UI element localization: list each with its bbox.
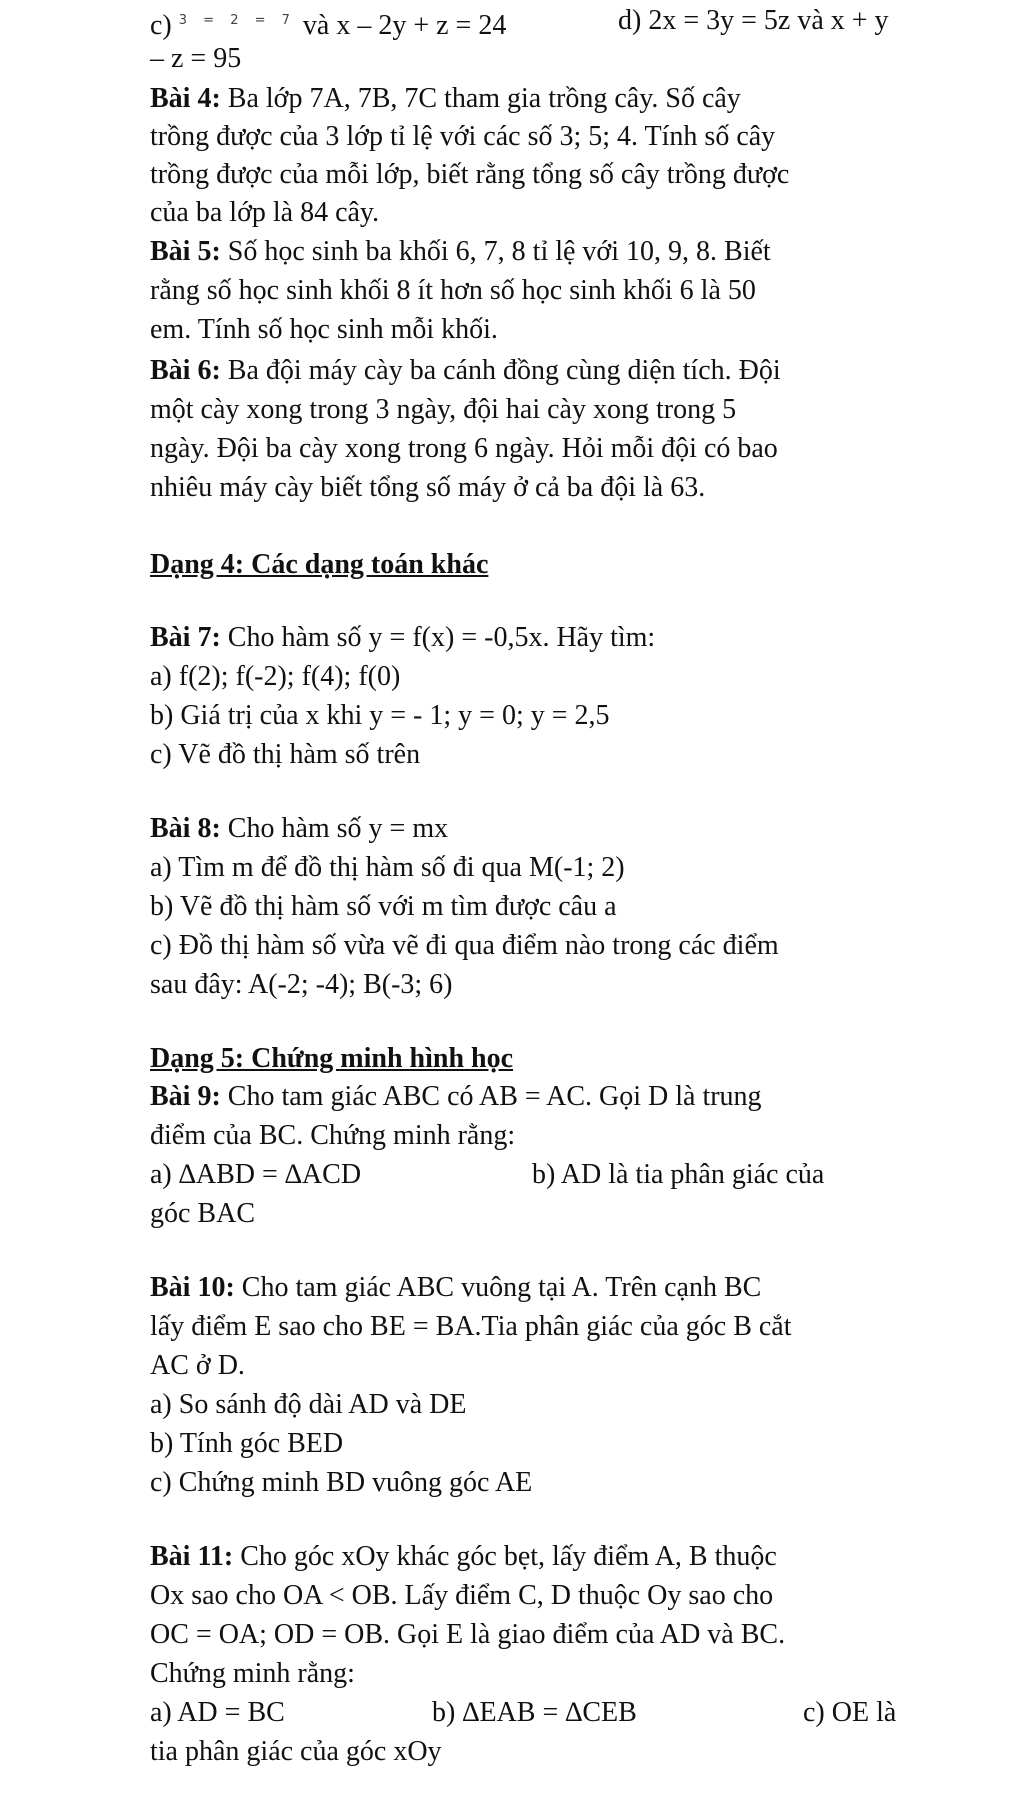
exercise-6-line-2: một cày xong trong 3 ngày, đội hai cày xong trong 5 [150, 394, 737, 425]
exercise-11-part-b: b) ∆EAB = ∆CEB [432, 1697, 637, 1728]
exercise-11-text: Cho góc xOy khác góc bẹt, lấy điểm A, B thuộc [233, 1541, 777, 1572]
exercise-4-line-3: trồng được của mỗi lớp, biết rằng tổng số cây trồng được [150, 159, 790, 190]
exercise-8-line-1 [150, 810, 448, 848]
exercise-11-part-a: a) AD = BC [150, 1697, 285, 1728]
exercise-8-title: Bài 8: [150, 813, 221, 844]
exercise-8-part-c: c) Đồ thị hàm số vừa vẽ đi qua điểm nào trong các điểm [150, 930, 779, 961]
exercise-11-line-1 [150, 1538, 777, 1576]
exercise-9-title: Bài 9: [150, 1081, 221, 1112]
exercise-9-text: Cho tam giác ABC có AB = AC. Gọi D là trung [220, 1081, 762, 1112]
exercise-8-part-c-cont: sau đây: A(-2; -4); B(-3; 6) [150, 969, 453, 1000]
item-c-label: c) [150, 10, 179, 41]
exercise-7-line-1 [150, 619, 655, 657]
exercise-4-title: Bài 4: [150, 83, 221, 114]
exercise-11-part-c-cont: tia phân giác của góc xOy [150, 1736, 442, 1767]
exercise-3c-line [150, 2, 506, 45]
exercise-4-line-2: trồng được của 3 lớp tỉ lệ với các số 3; 5; 4. Tính số cây [150, 121, 776, 152]
exercise-5-title: Bài 5: [150, 236, 221, 267]
exercise-6-line-1 [150, 352, 781, 390]
exercise-10-title: Bài 10: [150, 1272, 235, 1303]
exercise-10-line-3: AC ở D. [150, 1350, 245, 1381]
exercise-9-part-b-cont: góc BAC [150, 1198, 255, 1229]
exercise-5-text: Số học sinh ba khối 6, 7, 8 tỉ lệ với 10, 9, 8. Biết [220, 236, 771, 267]
exercise-10-part-a: a) So sánh độ dài AD và DE [150, 1389, 467, 1420]
exercise-11-part-c: c) OE là [803, 1697, 897, 1728]
exercise-10-line-1 [150, 1269, 761, 1307]
exercise-8-part-b: b) Vẽ đồ thị hàm số với m tìm được câu a [150, 891, 617, 922]
exercise-5-line-2: rằng số học sinh khối 8 ít hơn số học sinh khối 6 là 50 [150, 275, 756, 306]
section-heading-dang-5: Dạng 5: Chứng minh hình học [150, 1043, 514, 1074]
exercise-5-line-1 [150, 233, 771, 271]
exercise-10-line-2: lấy điểm E sao cho BE = BA.Tia phân giác của góc B cắt [150, 1311, 792, 1342]
exercise-7-part-a: a) f(2); f(-2); f(4); f(0) [150, 661, 401, 692]
exercise-10-part-c: c) Chứng minh BD vuông góc AE [150, 1467, 533, 1498]
exercise-9-part-b: b) AD là tia phân giác của [532, 1159, 825, 1190]
exercise-8-text: Cho hàm số y = mx [220, 813, 449, 844]
exercise-11-line-3: OC = OA; OD = OB. Gọi E là giao điểm của AD và BC. [150, 1619, 786, 1650]
exercise-10-text: Cho tam giác ABC vuông tại A. Trên cạnh BC [234, 1272, 762, 1303]
exercise-6-text: Ba đội máy cày ba cánh đồng cùng diện tích. Đội [220, 355, 781, 386]
exercise-4-line-1 [150, 80, 741, 118]
exercise-11-line-2: Ox sao cho OA < OB. Lấy điểm C, D thuộc Oy sao cho [150, 1580, 774, 1611]
exercise-3d-continuation: – z = 95 [150, 43, 242, 74]
section-heading-dang-4: Dạng 4: Các dạng toán khác [150, 549, 489, 580]
exercise-4-text: Ba lớp 7A, 7B, 7C tham gia trồng cây. Số cây [220, 83, 741, 114]
exercise-8-part-a: a) Tìm m để đồ thị hàm số đi qua M(-1; 2) [150, 852, 625, 883]
exercise-5-line-3: em. Tính số học sinh mỗi khối. [150, 314, 498, 345]
exercise-7-title: Bài 7: [150, 622, 221, 653]
fraction-equation: 3 = 2 = 7 [178, 13, 296, 28]
item-c-equation: và x – 2y + z = 24 [295, 10, 507, 41]
exercise-9-line-1 [150, 1078, 762, 1116]
exercise-3d-line: d) 2x = 3y = 5z và x + y [618, 5, 889, 36]
exercise-4-line-4: của ba lớp là 84 cây. [150, 197, 380, 228]
exercise-11-title: Bài 11: [150, 1541, 234, 1572]
exercise-6-line-3: ngày. Đội ba cày xong trong 6 ngày. Hỏi mỗi đội có bao [150, 433, 778, 464]
exercise-7-part-b: b) Giá trị của x khi y = - 1; y = 0; y = 2,5 [150, 700, 610, 731]
exercise-6-line-4: nhiêu máy cày biết tổng số máy ở cả ba đội là 63. [150, 472, 706, 503]
exercise-9-line-2: điểm của BC. Chứng minh rằng: [150, 1120, 516, 1151]
exercise-7-text: Cho hàm số y = f(x) = -0,5x. Hãy tìm: [220, 622, 656, 653]
exercise-6-title: Bài 6: [150, 355, 221, 386]
exercise-7-part-c: c) Vẽ đồ thị hàm số trên [150, 739, 421, 770]
exercise-10-part-b: b) Tính góc BED [150, 1428, 344, 1459]
exercise-9-part-a: a) ∆ABD = ∆ACD [150, 1159, 362, 1190]
exercise-11-line-4: Chứng minh rằng: [150, 1658, 355, 1689]
